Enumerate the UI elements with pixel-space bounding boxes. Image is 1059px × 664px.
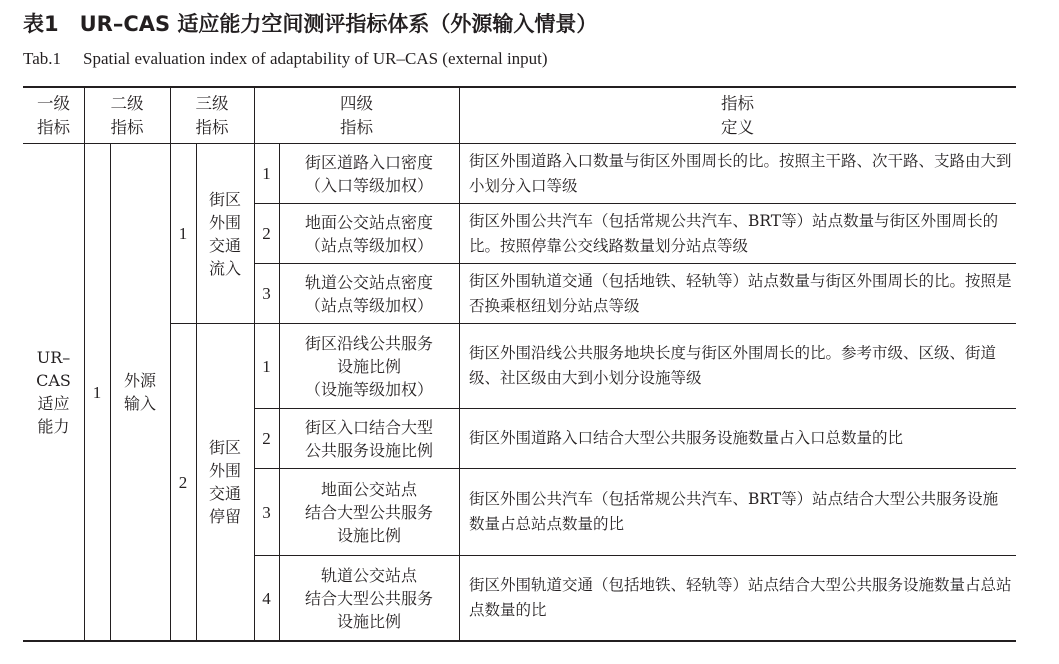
row-number: 1: [262, 356, 271, 376]
row-indicator: 地面公交站点密度 （站点等级加权）: [304, 212, 433, 255]
row-number: 3: [262, 502, 271, 522]
row-number: 4: [262, 588, 271, 608]
header-definition: 指标 定义: [721, 93, 754, 137]
row-definition: 街区外围沿线公共服务地块长度与街区外围周长的比。参考市级、区级、街道级、社区级由大到小划分设施等级: [469, 344, 997, 387]
row-definition: 街区外围公共汽车（包括常规公共汽车、BRT等）站点结合大型公共服务设施数量占总站点数量的比: [469, 490, 999, 533]
table-title-english: [23, 49, 548, 69]
table-caption-english: Spatial evaluation index of adaptability of UR–CAS (external input): [83, 49, 548, 68]
row-number: 3: [262, 284, 271, 303]
header-level4: 四级 指标: [340, 93, 373, 137]
column-divider: [459, 88, 460, 640]
row-indicator: 街区入口结合大型 公共服务设施比例: [304, 417, 433, 460]
table-title-chinese: 表1 UR–CAS 适应能力空间测评指标体系（外源输入情景）: [23, 12, 598, 36]
row-definition: 街区外围道路入口数量与街区外围周长的比。按照主干路、次干路、支路由大到小划分入口等级: [469, 151, 1012, 195]
row-definition: 街区外围道路入口结合大型公共服务设施数量占入口总数量的比: [469, 429, 904, 447]
row-indicator: 地面公交站点 结合大型公共服务 设施比例: [304, 479, 433, 545]
level2-name: 外源 输入: [123, 371, 156, 413]
level2-number: 1: [92, 382, 102, 402]
header-level2: 二级 指标: [110, 93, 144, 137]
level3-name: 街区 外围 交通 停留: [208, 438, 241, 526]
row-indicator: 街区道路入口密度 （入口等级加权）: [304, 152, 433, 195]
row-indicator: 轨道公交站点密度 （站点等级加权）: [304, 272, 433, 315]
row-definition: 街区外围轨道交通（包括地铁、轻轨等）站点数量与街区外围周长的比。按照是否换乘枢纽划分站点等级: [469, 271, 1012, 315]
row-indicator: 街区沿线公共服务 设施比例 （设施等级加权）: [304, 333, 433, 399]
row-number: 2: [262, 224, 271, 243]
level3-number: 2: [178, 472, 188, 492]
row-number: 1: [262, 164, 271, 183]
row-indicator: 轨道公交站点 结合大型公共服务 设施比例: [304, 565, 433, 631]
header-level3: 三级 指标: [195, 93, 229, 137]
header-level1: 一级 指标: [37, 93, 70, 137]
table-label-english: Tab.1: [23, 49, 61, 68]
level3-number: 1: [178, 224, 188, 243]
table-bottom-rule: [23, 640, 1016, 642]
row-number: 2: [262, 429, 271, 448]
level3-name: 街区 外围 交通 流入: [208, 189, 241, 278]
level1-name: UR– CAS 适应 能力: [36, 348, 71, 436]
row-definition: 街区外围公共汽车（包括常规公共汽车、BRT等）站点数量与街区外围周长的比。按照停靠公交线路数量划分站点等级: [469, 211, 999, 255]
row-definition: 街区外围轨道交通（包括地铁、轻轨等）站点结合大型公共服务设施数量占总站点数量的比: [469, 576, 1012, 619]
